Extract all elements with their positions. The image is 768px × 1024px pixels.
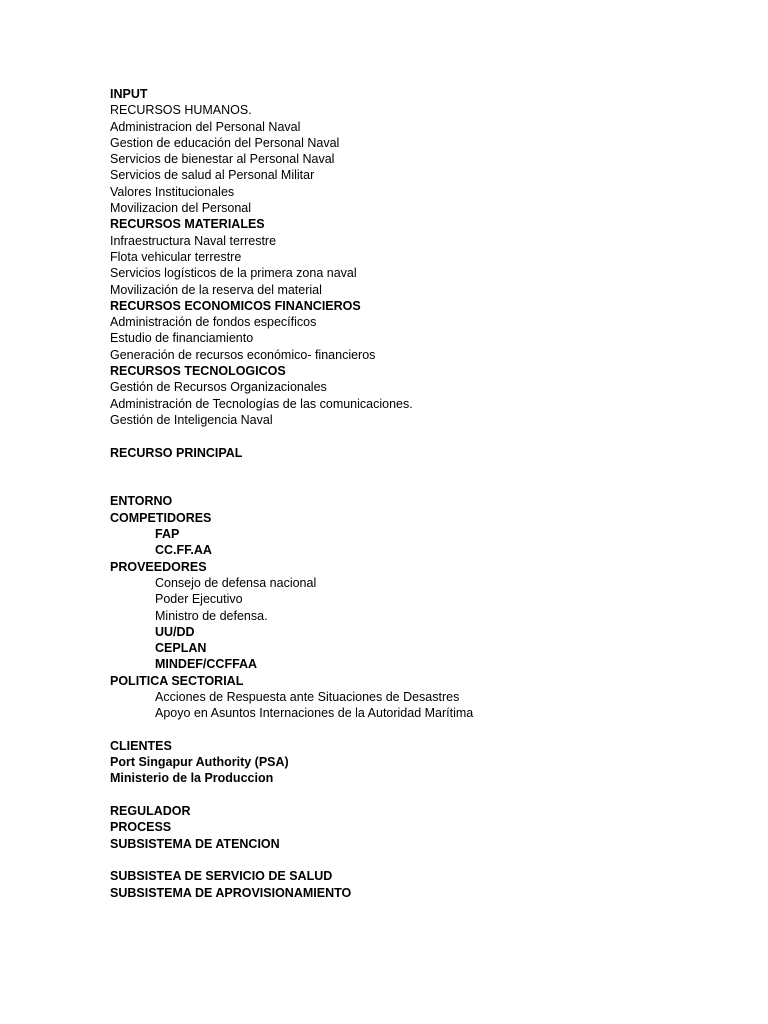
ref-item: Generación de recursos económico- financieros bbox=[110, 347, 376, 362]
subsistema-atencion-heading: SUBSISTEMA DE ATENCION bbox=[110, 836, 280, 851]
document-page bbox=[110, 86, 730, 901]
proveedor-item: Poder Ejecutivo bbox=[155, 592, 243, 607]
rh-item: Movilizacion del Personal bbox=[110, 201, 252, 216]
subsistema-aprov-heading: SUBSISTEMA DE APROVISIONAMIENTO bbox=[110, 885, 352, 900]
politica-item: Apoyo en Asuntos Internaciones de la Autoridad Marítima bbox=[155, 706, 474, 721]
rm-item: Infraestructura Naval terrestre bbox=[110, 233, 277, 248]
rh-item: Valores Institucionales bbox=[110, 184, 235, 199]
rh-heading: RECURSOS HUMANOS. bbox=[110, 103, 252, 118]
proveedor-item: Consejo de defensa nacional bbox=[155, 575, 317, 590]
rt-heading: RECURSOS TECNOLOGICOS bbox=[110, 364, 286, 379]
rh-item: Servicios de salud al Personal Militar bbox=[110, 168, 315, 183]
proveedor-item: CEPLAN bbox=[155, 641, 207, 656]
competidores-heading: COMPETIDORES bbox=[110, 510, 212, 525]
politica-item: Acciones de Respuesta ante Situaciones de Desastres bbox=[155, 689, 460, 704]
spacer bbox=[110, 787, 730, 803]
spacer bbox=[110, 461, 730, 494]
rm-item: Flota vehicular terrestre bbox=[110, 249, 242, 264]
regulador-heading: REGULADOR bbox=[110, 804, 191, 819]
rm-item: Movilización de la reserva del material bbox=[110, 282, 322, 297]
spacer bbox=[110, 852, 730, 868]
proveedor-item: Ministro de defensa. bbox=[155, 608, 268, 623]
rt-item: Administración de Tecnologías de las comunicaciones. bbox=[110, 396, 413, 411]
competidor-item: FAP bbox=[155, 527, 180, 542]
rh-item: Administracion del Personal Naval bbox=[110, 119, 301, 134]
proveedor-item: MINDEF/CCFFAA bbox=[155, 657, 258, 672]
proveedores-heading: PROVEEDORES bbox=[110, 559, 207, 574]
ref-item: Estudio de financiamiento bbox=[110, 331, 254, 346]
input-heading: INPUT bbox=[110, 87, 148, 101]
cliente-item: Port Singapur Authority (PSA) bbox=[110, 755, 289, 770]
process-heading: PROCESS bbox=[110, 820, 172, 835]
subsistema-salud-heading: SUBSISTEA DE SERVICIO DE SALUD bbox=[110, 869, 333, 884]
entorno-heading: ENTORNO bbox=[110, 494, 173, 509]
clientes-heading: CLIENTES bbox=[110, 738, 172, 753]
rt-item: Gestión de Recursos Organizacionales bbox=[110, 380, 327, 395]
competidor-item: CC.FF.AA bbox=[155, 543, 212, 558]
rm-heading: RECURSOS MATERIALES bbox=[110, 217, 265, 232]
rm-item: Servicios logísticos de la primera zona naval bbox=[110, 266, 357, 281]
spacer bbox=[110, 722, 730, 738]
rt-item: Gestión de Inteligencia Naval bbox=[110, 412, 273, 427]
recurso-principal-heading: RECURSO PRINCIPAL bbox=[110, 445, 243, 460]
ref-heading: RECURSOS ECONOMICOS FINANCIEROS bbox=[110, 298, 361, 313]
spacer bbox=[110, 428, 730, 444]
cliente-item: Ministerio de la Produccion bbox=[110, 771, 274, 786]
rh-item: Gestion de educación del Personal Naval bbox=[110, 135, 340, 150]
proveedor-item: UU/DD bbox=[155, 624, 195, 639]
rh-item: Servicios de bienestar al Personal Naval bbox=[110, 152, 335, 167]
ref-item: Administración de fondos específicos bbox=[110, 315, 317, 330]
politica-heading: POLITICA SECTORIAL bbox=[110, 673, 244, 688]
